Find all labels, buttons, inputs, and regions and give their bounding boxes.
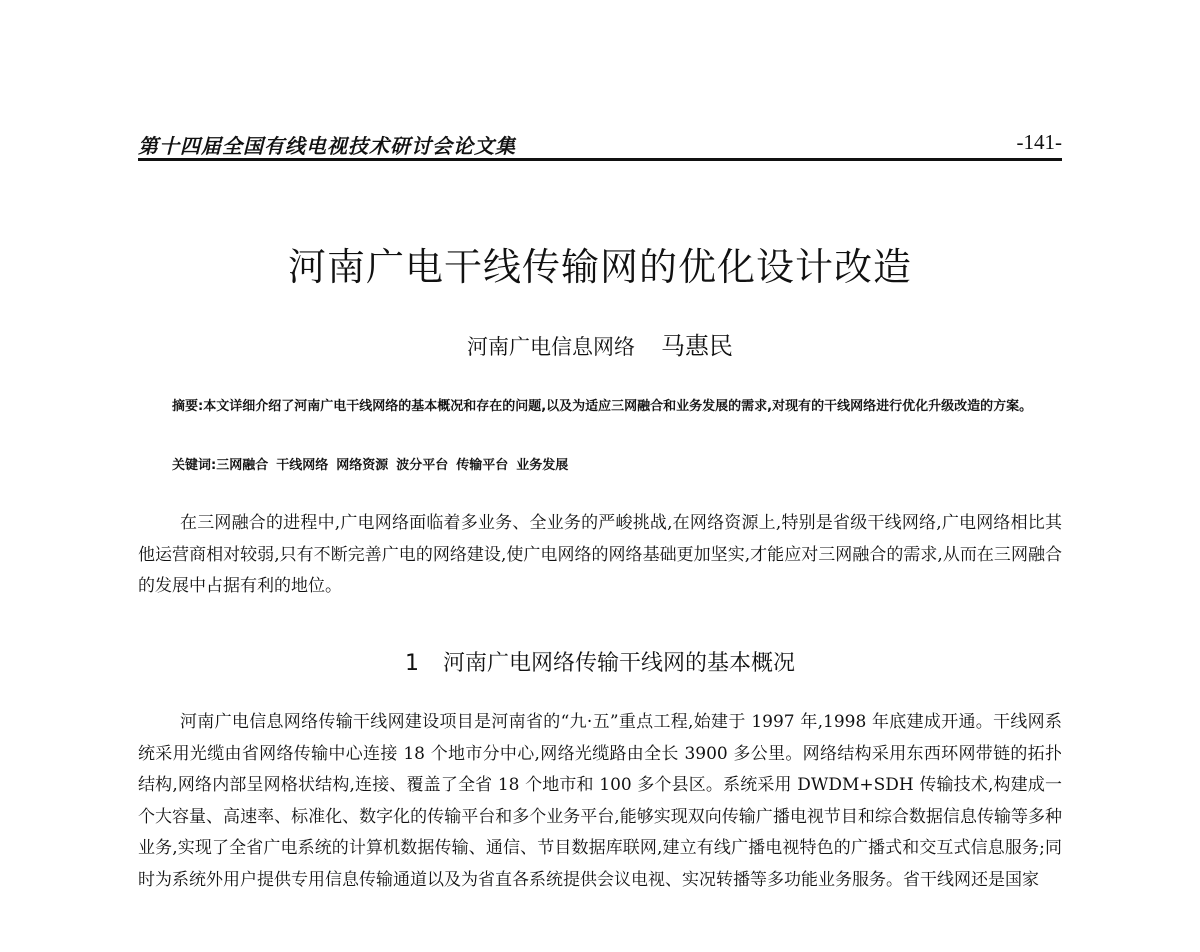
keywords xyxy=(138,454,1062,478)
keyword-item: 网络资源 xyxy=(336,458,389,473)
section-number: 1 xyxy=(404,651,419,676)
author-line xyxy=(0,326,1200,361)
keywords-label: 关键词: xyxy=(172,458,217,473)
journal-name: 第十四届全国有线电视技术研讨会论文集 xyxy=(138,134,516,158)
intro-paragraph: 在三网融合的进程中,广电网络面临着多业务、全业务的严峻挑战,在网络资源上,特别是省级干线网络,广电网络相比其他运营商相对较弱,只有不断完善广电的网络建设,使广电网络的网络基础更加坚实,才能应对三网融合的需求,从而在三网融合的发展中占据有利的地位。 xyxy=(138,513,1062,596)
section-paragraph: 河南广电信息网络传输干线网建设项目是河南省的“九·五”重点工程,始建于 1997 年,1998 年底建成开通。干线网系统采用光缆由省网络传输中心连接 18 个地市分中心,网络光缆路由全长 3900 多公里。网络结构采用东西环网带链的拓扑结构,网络内部呈网格状结构,连接、覆盖了全省 18 个地市和 100 多个县区。系统采用 DWDM+SDH 传输技术,构建成一个大容量、高速率、标准化、数字化的传输平台和多个业务平台,能够实现双向传输广播电视节目和综合数据信息传输等多种业务,实现了全省广电系统的计算机数据传输、通信、节目数据库联网,建立有线广播电视特色的广播式和交互式信息服务;同时为系统外用户提供专用信息传输通道以及为省直各系统提供会议电视、实况转播等多功能业务服务。省干线网还是国家 xyxy=(138,712,1062,890)
keyword-item: 干线网络 xyxy=(276,458,329,473)
running-header xyxy=(138,128,1062,158)
section-heading xyxy=(0,646,1200,677)
section-title: 河南广电网络传输干线网的基本概况 xyxy=(442,651,795,676)
keyword-item: 传输平台 xyxy=(456,458,509,473)
author-name: 马惠民 xyxy=(661,332,733,360)
page-number: -141- xyxy=(1016,130,1062,154)
header-rule xyxy=(138,158,1062,161)
keyword-item: 三网融合 xyxy=(216,458,269,473)
keyword-item: 业务发展 xyxy=(516,458,569,473)
author-affiliation: 河南广电信息网络 xyxy=(467,335,635,359)
keyword-item: 波分平台 xyxy=(396,458,449,473)
abstract: 摘要:本文详细介绍了河南广电干线网络的基本概况和存在的问题,以及为适应三网融合和业务发展的需求,对现有的干线网络进行优化升级改造的方案。 xyxy=(172,399,1033,414)
paper-title: 河南广电干线传输网的优化设计改造 xyxy=(287,245,912,289)
